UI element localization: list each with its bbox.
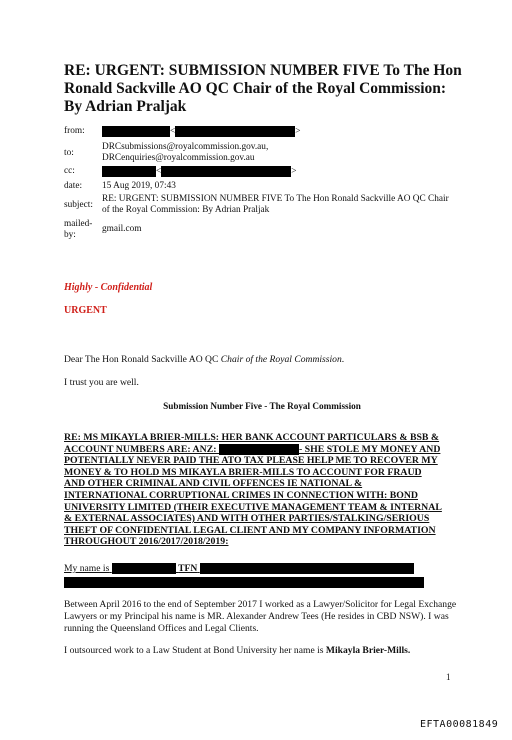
redaction-box <box>112 563 176 574</box>
cc-lt: < <box>156 166 162 177</box>
mailedby-value: gmail.com <box>102 224 142 234</box>
document-title: RE: URGENT: SUBMISSION NUMBER FIVE To The Hon Ronald Sackville AO QC Chair of the Royal Commission: By Adrian Praljak <box>64 62 462 115</box>
salutation-italic: Chair of the Royal Commission <box>220 354 342 365</box>
name-prefix: My name is <box>64 563 110 574</box>
subject-value: RE: URGENT: SUBMISSION NUMBER FIVE To The Hon Ronald Sackville AO QC Chair of the Royal Commission: By Adrian Praljak <box>102 194 449 215</box>
redaction-box <box>102 126 170 137</box>
from-gt: > <box>295 126 301 137</box>
redaction-box <box>161 166 291 177</box>
re-part-1: RE: MS MIKAYLA BRIER-MILLS: HER BANK ACCOUNT PARTICULARS & BSB & ACCOUNT NUMBERS ARE: ANZ: <box>64 432 440 455</box>
re-paragraph <box>64 432 442 548</box>
page-number: 1 <box>446 672 451 682</box>
redaction-box <box>102 166 156 177</box>
date-label: date: <box>64 181 83 191</box>
date-value: 15 Aug 2019, 07:43 <box>102 181 176 191</box>
redaction-box <box>200 563 414 574</box>
salutation-prefix: Dear The Hon Ronald Sackville AO QC <box>64 354 219 365</box>
to-address-1: DRCsubmissions@royalcommission.gov.au, <box>102 142 269 152</box>
cc-gt: > <box>291 166 297 177</box>
employment-paragraph: Between April 2016 to the end of September 2017 I worked as a Lawyer/Solicitor for Legal Exchange Lawyers or my Principal his name is MR. Alexander Andrew Tees (He resides in CBD NSW). I was running the Queensland Offices and Legal Clients. <box>64 599 457 634</box>
name-line <box>64 563 460 575</box>
mailedby-label-1: mailed- <box>64 219 93 229</box>
section-heading: Submission Number Five - The Royal Commission <box>163 401 361 411</box>
from-lt: < <box>170 126 176 137</box>
subject-label: subject: <box>64 200 93 210</box>
to-address-2: DRCenquiries@royalcommission.gov.au <box>102 153 255 163</box>
cc-label: cc: <box>64 166 75 176</box>
document-id: EFTA00081849 <box>420 719 499 730</box>
outsourcing-paragraph <box>64 645 460 657</box>
urgent-label: URGENT <box>64 305 107 316</box>
highly-confidential-label: Highly - Confidential <box>64 282 153 293</box>
outsourcing-name: Mikayla Brier-Mills. <box>325 645 411 656</box>
greeting: I trust you are well. <box>64 377 139 388</box>
redaction-box <box>175 126 295 137</box>
salutation <box>64 354 460 366</box>
mailedby-label-2: by: <box>64 230 76 240</box>
from-label: from: <box>64 126 85 136</box>
re-part-2: - SHE STOLE MY MONEY AND POTENTIALLY NEVER PAID THE ATO TAX PLEASE HELP ME TO RECOVER MY MONEY & TO HOLD MS MIKAYLA BRIER-MILLS TO ACCOUNT FOR FRAUD AND OTHER CRIMINAL AND CIVIL OFFENCES IE NATIONAL & INTERNATIONAL CORRUPTIONAL CRIMES IN CONNECTION WITH: BOND UNIVERSITY LIMITED (THEIR EXECUTIVE MANAGEMENT TEAM & INTERNAL & EXTERNAL ASSOCIATES) AND WITH OTHER PARTIES/STALKING/SERIOUS THEFT OF CONFIDENTIAL LEGAL CLIENT AND MY COMPANY INFORMATION THROUGHOUT 2016/2017/2018/2019: <box>64 443 442 548</box>
redaction-box <box>64 577 424 588</box>
to-label: to: <box>64 148 74 158</box>
outsourcing-prefix: I outsourced work to a Law Student at Bond University her name is <box>64 645 324 656</box>
redaction-box <box>219 444 299 455</box>
tfn-label: TFN <box>178 563 198 574</box>
salutation-suffix: . <box>341 354 345 365</box>
